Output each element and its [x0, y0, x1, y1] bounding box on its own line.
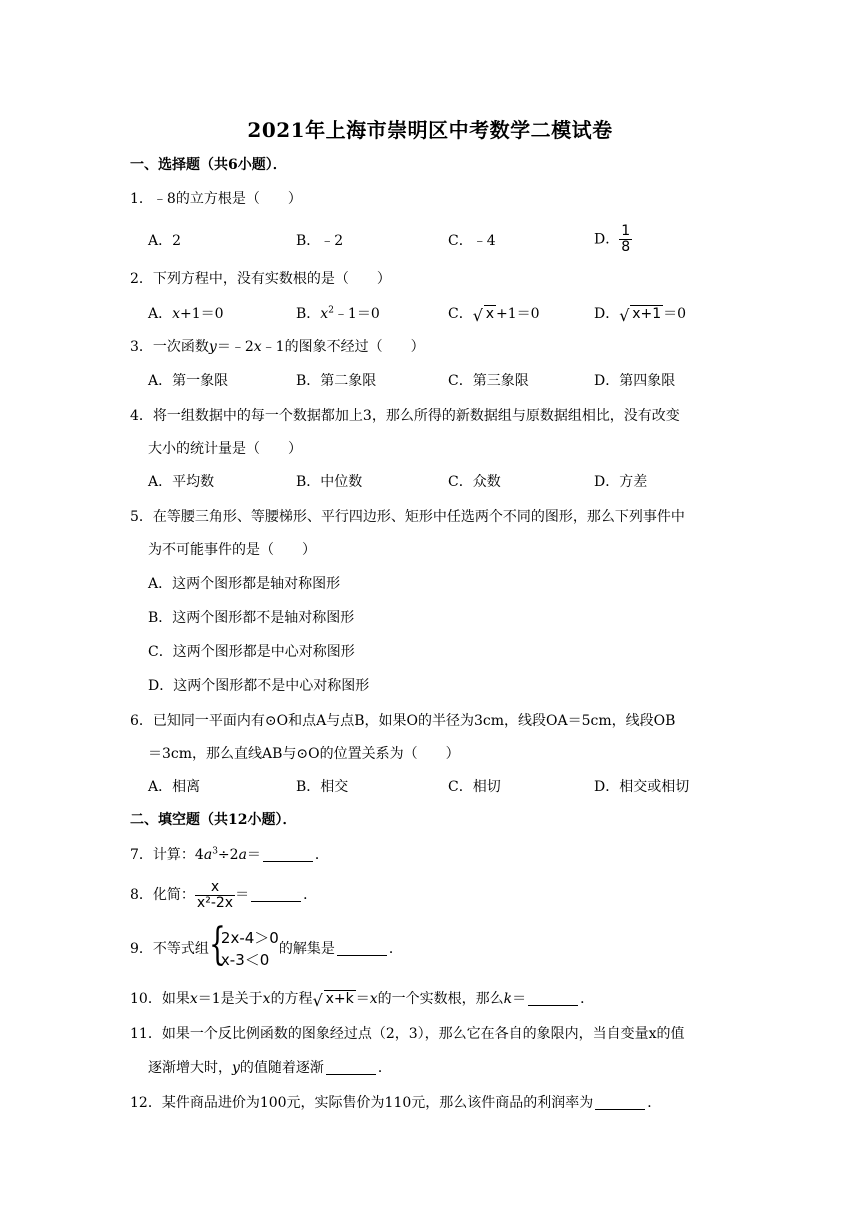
variable: x: [320, 306, 329, 322]
exponent: 2: [328, 305, 334, 316]
text: 12．某件商品进价为100元，实际售价为110元，那么该件商品的利润率为: [130, 1095, 594, 1111]
text: 的解集是: [278, 941, 335, 957]
text: ＝﹣2: [216, 339, 254, 355]
option-label: A．: [148, 306, 173, 322]
option-b: [296, 305, 380, 323]
text: ＝1是关于: [197, 991, 263, 1007]
text: ．: [314, 847, 329, 863]
option-c: C．第三象限: [448, 373, 529, 389]
square-root: √ x+1: [619, 306, 662, 325]
question-stem: 5．在等腰三角形、等腰梯形、平行四边形、矩形中任选两个不同的图形，那么下列事件中: [130, 509, 685, 525]
answer-blank[interactable]: [326, 1060, 376, 1075]
question-stem: 6．已知同一平面内有⊙O和点A与点B，如果O的半径为3cm，线段OA＝5cm，线段OB: [130, 713, 676, 729]
question-stem: [130, 846, 329, 864]
radicand: x+k: [325, 991, 354, 1007]
option-b: B．相交: [296, 779, 349, 795]
text: ÷2: [217, 847, 239, 863]
inequality: x-3＜0: [220, 951, 270, 969]
text: 10．如果: [130, 991, 190, 1007]
answer-blank[interactable]: [595, 1095, 645, 1110]
answer-blank[interactable]: [528, 991, 578, 1006]
text: 7．计算：4: [130, 847, 204, 863]
option-c: [448, 305, 540, 323]
option-a: A．这两个图形都是轴对称图形: [148, 576, 341, 592]
text: ．: [303, 887, 318, 903]
denominator: x²-2x: [196, 894, 234, 911]
expression: +1＝0: [496, 306, 540, 322]
option-a: A．相离: [148, 779, 201, 795]
text: 8．化简：: [130, 887, 195, 903]
option-b: B．这两个图形都不是轴对称图形: [148, 610, 355, 626]
radicand: x+1: [632, 306, 662, 322]
option-a: A．2: [148, 233, 182, 249]
question-stem: [130, 1094, 661, 1112]
option-d: D．这两个图形都不是中心对称图形: [148, 678, 370, 694]
numerator: x: [195, 880, 235, 896]
question-stem: [130, 338, 425, 356]
answer-blank[interactable]: [251, 887, 301, 902]
text: 逐渐增大时，: [148, 1060, 232, 1076]
option-d: D．第四象限: [594, 373, 676, 389]
square-root: √ x: [472, 306, 495, 325]
option-a: A．第一象限: [148, 373, 229, 389]
question-stem: 1．﹣8的立方根是（ ）: [130, 191, 302, 207]
variable: x: [369, 991, 378, 1007]
option-d: [594, 305, 686, 323]
question-stem: [130, 919, 403, 972]
text: ．: [647, 1095, 662, 1111]
variable: y: [208, 339, 217, 355]
text: ＝: [512, 991, 527, 1007]
option-d: [594, 224, 632, 255]
question-stem-continued: ＝3cm，那么直线AB与⊙O的位置关系为（ ）: [148, 746, 460, 762]
option-c: C．这两个图形都是中心对称图形: [148, 644, 355, 660]
text: ﹣1的图象不经过（ ）: [261, 339, 425, 355]
fraction: [195, 880, 235, 911]
question-stem-continued: 为不可能事件的是（ ）: [148, 542, 316, 558]
option-label: B．: [296, 306, 321, 322]
text: 的一个实数根，那么: [377, 991, 504, 1007]
section-heading: 二、填空题（共12小题）．: [130, 812, 297, 828]
variable: x: [172, 306, 181, 322]
variable: x: [262, 991, 271, 1007]
option-a: A．平均数: [148, 474, 215, 490]
denominator: 8: [621, 239, 631, 255]
variable: a: [238, 847, 247, 863]
square-root: √ x+k: [312, 991, 354, 1010]
variable: x: [189, 991, 198, 1007]
question-stem: [130, 990, 594, 1008]
text: ＝: [355, 991, 370, 1007]
question-stem: 4．将一组数据中的每一个数据都加上3，那么所得的新数据组与原数据组相比，没有改变: [130, 408, 680, 424]
numerator: 1: [621, 223, 631, 239]
section-heading: 一、选择题（共6小题）．: [130, 157, 287, 173]
option-d: D．相交或相切: [594, 779, 690, 795]
text: 的方程: [270, 991, 313, 1007]
inequality: 2x-4＞0: [220, 929, 279, 947]
inequality-system: { 2x-4＞0 x-3＜0: [208, 919, 279, 970]
option-d: D．方差: [594, 474, 648, 490]
option-c: C．众数: [448, 474, 501, 490]
variable: x: [253, 339, 262, 355]
exponent: 3: [212, 846, 218, 857]
option-label: C．: [448, 306, 473, 322]
text: ．: [388, 941, 403, 957]
text: ．: [580, 991, 595, 1007]
question-stem: 2．下列方程中，没有实数根的是（ ）: [130, 271, 391, 287]
text: ＝: [235, 887, 250, 903]
answer-blank[interactable]: [337, 941, 387, 956]
question-stem-continued: [148, 1059, 392, 1077]
option-b: B．﹣2: [296, 233, 344, 249]
question-stem-continued: 大小的统计量是（ ）: [148, 441, 302, 457]
page-title: 2021年上海市崇明区中考数学二模试卷: [247, 118, 613, 142]
option-a: [148, 305, 224, 323]
radicand: x: [485, 306, 495, 322]
option-b: B．第二象限: [296, 373, 377, 389]
expression: ＝0: [663, 306, 687, 322]
option-b: B．中位数: [296, 474, 363, 490]
answer-blank[interactable]: [263, 847, 313, 862]
option-c: C．﹣4: [448, 233, 496, 249]
variable: k: [503, 991, 513, 1007]
option-label: D．: [594, 306, 620, 322]
expression: +1＝0: [180, 306, 224, 322]
text: 9．不等式组: [130, 941, 209, 957]
text: ．: [377, 1060, 392, 1076]
text: 的值随着逐渐: [239, 1060, 324, 1076]
option-c: C．相切: [448, 779, 501, 795]
expression: ﹣1＝0: [333, 306, 380, 322]
option-label: D．: [594, 231, 620, 248]
variable: y: [232, 1060, 240, 1076]
text: 3．一次函数: [130, 339, 209, 355]
text: ＝: [246, 847, 261, 863]
fraction: [619, 224, 632, 255]
question-stem: 11．如果一个反比例函数的图象经过点（2，3），那么它在各自的象限内，当自变量x的值: [130, 1026, 685, 1042]
variable: a: [203, 847, 213, 863]
question-stem: [130, 876, 317, 914]
